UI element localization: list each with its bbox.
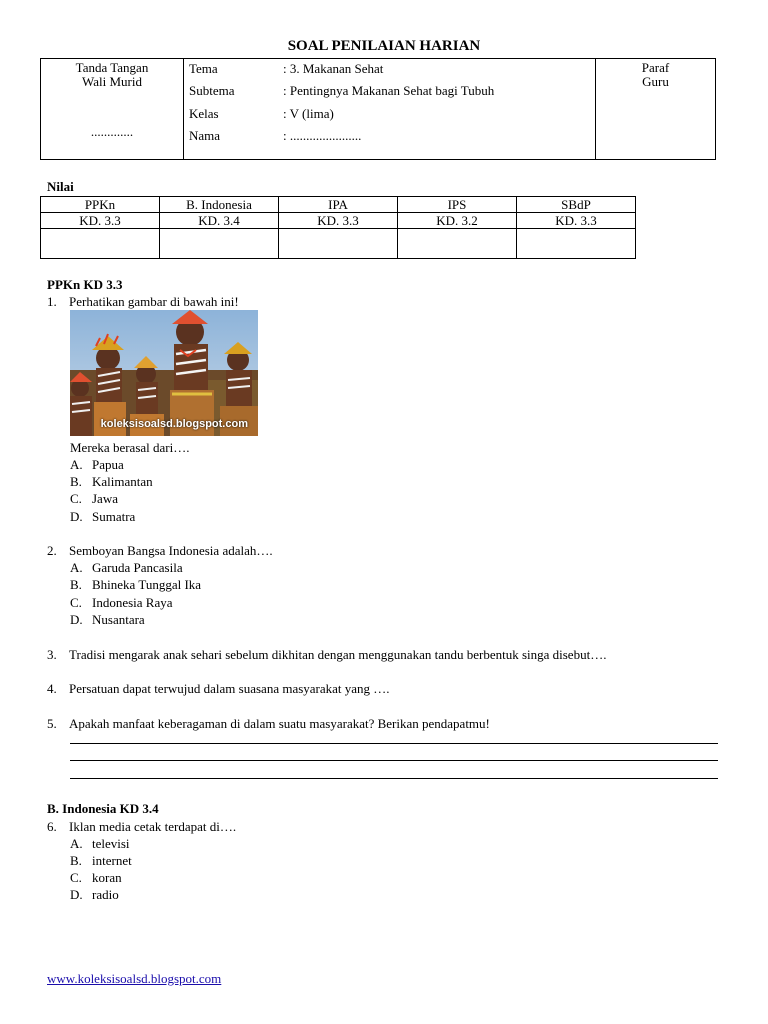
option-text: Sumatra: [92, 509, 136, 524]
option-d[interactable]: [70, 508, 135, 525]
option-d[interactable]: [70, 886, 119, 903]
kd-row: [41, 213, 636, 229]
subtema-label: Subtema: [189, 83, 235, 98]
option-a[interactable]: [70, 456, 124, 473]
option-letter: C.: [70, 870, 82, 885]
subject-cell: IPA: [279, 197, 398, 213]
signature-cell: [41, 59, 184, 159]
score-cell[interactable]: [41, 229, 160, 259]
paraf-label-2: Guru: [642, 74, 669, 89]
option-a[interactable]: [70, 835, 130, 852]
option-text: Papua: [92, 457, 124, 472]
subject-row: [41, 197, 636, 213]
tema-label: Tema: [189, 61, 218, 76]
kelas-value: : V (lima): [283, 106, 334, 121]
subject-cell: PPKn: [41, 197, 160, 213]
question-5: [47, 715, 490, 732]
nilai-label: Nilai: [47, 179, 74, 194]
score-cell[interactable]: [279, 229, 398, 259]
option-letter: C.: [70, 595, 82, 610]
score-cell[interactable]: [160, 229, 279, 259]
question-4: [47, 680, 390, 697]
signature-dots: .............: [90, 124, 134, 139]
kd-cell: KD. 3.4: [160, 213, 279, 229]
option-text: Indonesia Raya: [92, 595, 173, 610]
option-letter: A.: [70, 836, 83, 851]
signature-label-2: Wali Murid: [82, 74, 142, 89]
header-box: [40, 58, 716, 160]
answer-line[interactable]: [70, 743, 718, 744]
option-text: radio: [92, 887, 119, 902]
question-number: 3.: [47, 647, 57, 662]
option-text: televisi: [92, 836, 130, 851]
nilai-table: [40, 196, 636, 259]
nama-label: Nama: [189, 128, 221, 143]
option-letter: D.: [70, 509, 83, 524]
question-number: 6.: [47, 819, 57, 834]
question-text: Persatuan dapat terwujud dalam suasana masyarakat yang ….: [69, 681, 390, 696]
question-3: [47, 646, 606, 663]
question-text: Apakah manfaat keberagaman di dalam suatu masyarakat? Berikan pendapatmu!: [69, 716, 490, 731]
paraf-cell: [595, 59, 715, 159]
option-b[interactable]: [70, 473, 153, 490]
question-prompt: Mereka berasal dari….: [70, 440, 190, 455]
question-number: 2.: [47, 543, 57, 558]
option-letter: D.: [70, 887, 83, 902]
section-heading-ppkn: PPKn KD 3.3: [47, 277, 123, 292]
answer-line[interactable]: [70, 778, 718, 779]
kelas-label: Kelas: [189, 106, 219, 121]
subject-cell: IPS: [398, 197, 517, 213]
score-row: [41, 229, 636, 259]
page-title: SOAL PENILAIAN HARIAN: [287, 38, 481, 54]
kd-cell: KD. 3.3: [517, 213, 636, 229]
option-text: koran: [92, 870, 122, 885]
option-b[interactable]: [70, 576, 201, 593]
question-text: Tradisi mengarak anak sehari sebelum dikhitan dengan menggunakan tandu berbentuk singa disebut….: [69, 647, 607, 662]
answer-line[interactable]: [70, 760, 718, 761]
option-letter: D.: [70, 612, 83, 627]
kd-cell: KD. 3.3: [41, 213, 160, 229]
option-a[interactable]: [70, 559, 183, 576]
subtema-value: : Pentingnya Makanan Sehat bagi Tubuh: [283, 83, 495, 98]
option-letter: B.: [70, 474, 82, 489]
section-heading-bindo: B. Indonesia KD 3.4: [47, 801, 159, 816]
option-text: Kalimantan: [92, 474, 153, 489]
signature-label-1: Tanda Tangan: [75, 60, 149, 75]
option-letter: C.: [70, 491, 82, 506]
option-letter: B.: [70, 853, 82, 868]
footer-link[interactable]: www.koleksisoalsd.blogspot.com: [47, 971, 222, 986]
tema-value: : 3. Makanan Sehat: [283, 61, 384, 76]
subject-cell: B. Indonesia: [160, 197, 279, 213]
option-letter: B.: [70, 577, 82, 592]
option-b[interactable]: [70, 852, 132, 869]
score-cell[interactable]: [398, 229, 517, 259]
option-text: Garuda Pancasila: [92, 560, 183, 575]
option-text: internet: [92, 853, 132, 868]
papua-dancers-photo: [70, 310, 258, 436]
question-2: [47, 542, 273, 559]
paraf-label-1: Paraf: [641, 60, 670, 75]
option-text: Bhineka Tunggal Ika: [92, 577, 202, 592]
image-watermark: koleksisoalsd.blogspot.com: [100, 418, 248, 430]
kd-cell: KD. 3.3: [279, 213, 398, 229]
option-c[interactable]: [70, 594, 173, 611]
question-number: 1.: [47, 294, 57, 309]
option-letter: A.: [70, 560, 83, 575]
option-c[interactable]: [70, 490, 118, 507]
option-c[interactable]: [70, 869, 122, 886]
nama-field[interactable]: : ......................: [283, 128, 362, 143]
question-text: Iklan media cetak terdapat di….: [69, 819, 237, 834]
option-letter: A.: [70, 457, 83, 472]
question-1: [47, 293, 239, 310]
question-number: 4.: [47, 681, 57, 696]
question-6: [47, 818, 236, 835]
option-text: Jawa: [92, 491, 118, 506]
question-text: Semboyan Bangsa Indonesia adalah….: [69, 543, 273, 558]
kd-cell: KD. 3.2: [398, 213, 517, 229]
question-text: Perhatikan gambar di bawah ini!: [69, 294, 239, 309]
option-text: Nusantara: [92, 612, 145, 627]
option-d[interactable]: [70, 611, 145, 628]
question-number: 5.: [47, 716, 57, 731]
score-cell[interactable]: [517, 229, 636, 259]
subject-cell: SBdP: [517, 197, 636, 213]
